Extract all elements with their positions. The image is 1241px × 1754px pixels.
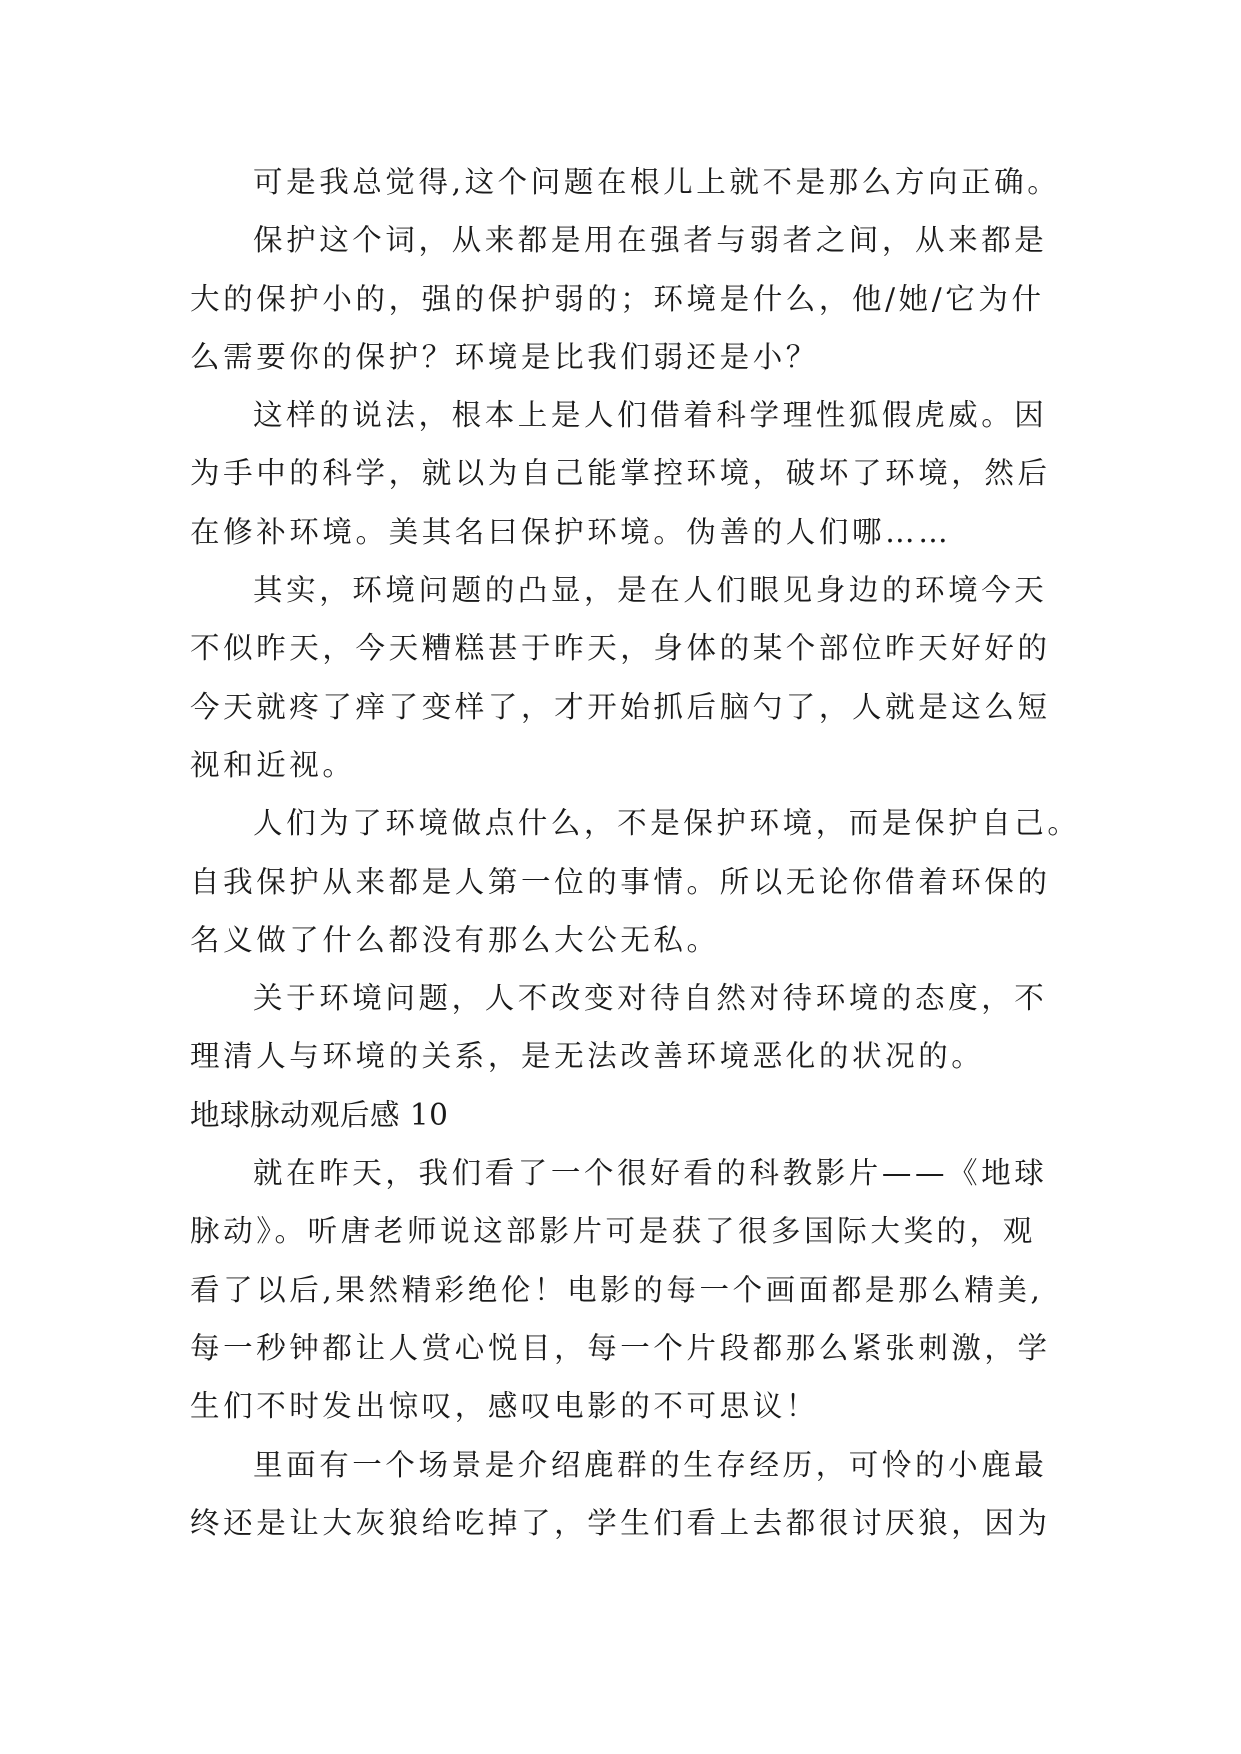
paragraph-line: 就在昨天，我们看了一个很好看的科教影片——《地球 (253, 1156, 1048, 1191)
paragraph-line: 人们为了环境做点什么，不是保护环境，而是保护自己。 (253, 806, 1081, 841)
paragraph-line: 名义做了什么都没有那么大公无私。 (190, 922, 720, 957)
paragraph-line: 为手中的科学，就以为自己能掌控环境，破坏了环境，然后 (190, 456, 1051, 491)
paragraph-line: 关于环境问题，人不改变对待自然对待环境的态度，不 (253, 981, 1048, 1016)
paragraph-line: 终还是让大灰狼给吃掉了，学生们看上去都很讨厌狼，因为 (190, 1505, 1051, 1540)
paragraph-line: 今天就疼了痒了变样了，才开始抓后脑勺了，人就是这么短 (190, 689, 1051, 724)
paragraph-line: 么需要你的保护？环境是比我们弱还是小？ (190, 339, 819, 374)
paragraph-line: 视和近视。 (190, 747, 356, 782)
paragraph-line: 看了以后,果然精彩绝伦！电影的每一个画面都是那么精美, (190, 1272, 1044, 1307)
paragraph-line: 自我保护从来都是人第一位的事情。所以无论你借着环保的 (190, 864, 1051, 899)
paragraph-line: 可是我总觉得,这个问题在根儿上就不是那么方向正确。 (253, 165, 1061, 199)
paragraph-line: 不似昨天，今天糟糕甚于昨天，身体的某个部位昨天好好的 (190, 631, 1051, 666)
paragraph-line: 生们不时发出惊叹，感叹电影的不可思议！ (190, 1389, 819, 1424)
paragraph-line: 其实，环境问题的凸显，是在人们眼见身边的环境今天 (253, 573, 1048, 608)
paragraph-line: 里面有一个场景是介绍鹿群的生存经历，可怜的小鹿最 (253, 1447, 1048, 1482)
section-heading: 地球脉动观后感 10 (190, 1097, 449, 1132)
paragraph-line: 理清人与环境的关系，是无法改善环境恶化的状况的。 (190, 1039, 985, 1074)
paragraph-line: 每一秒钟都让人赏心悦目，每一个片段都那么紧张刺激，学 (190, 1330, 1051, 1365)
paragraph-line: 脉动》。听唐老师说这部影片可是获了很多国际大奖的，观 (190, 1214, 1036, 1249)
paragraph-line: 大的保护小的，强的保护弱的；环境是什么，他/她/它为什 (190, 281, 1045, 316)
document-body (190, 153, 1081, 1552)
paragraph-line: 在修补环境。美其名曰保护环境。伪善的人们哪…… (190, 514, 952, 549)
paragraph-line: 保护这个词，从来都是用在强者与弱者之间，从来都是 (253, 223, 1048, 258)
paragraph-line: 这样的说法，根本上是人们借着科学理性狐假虎威。因 (253, 398, 1048, 433)
